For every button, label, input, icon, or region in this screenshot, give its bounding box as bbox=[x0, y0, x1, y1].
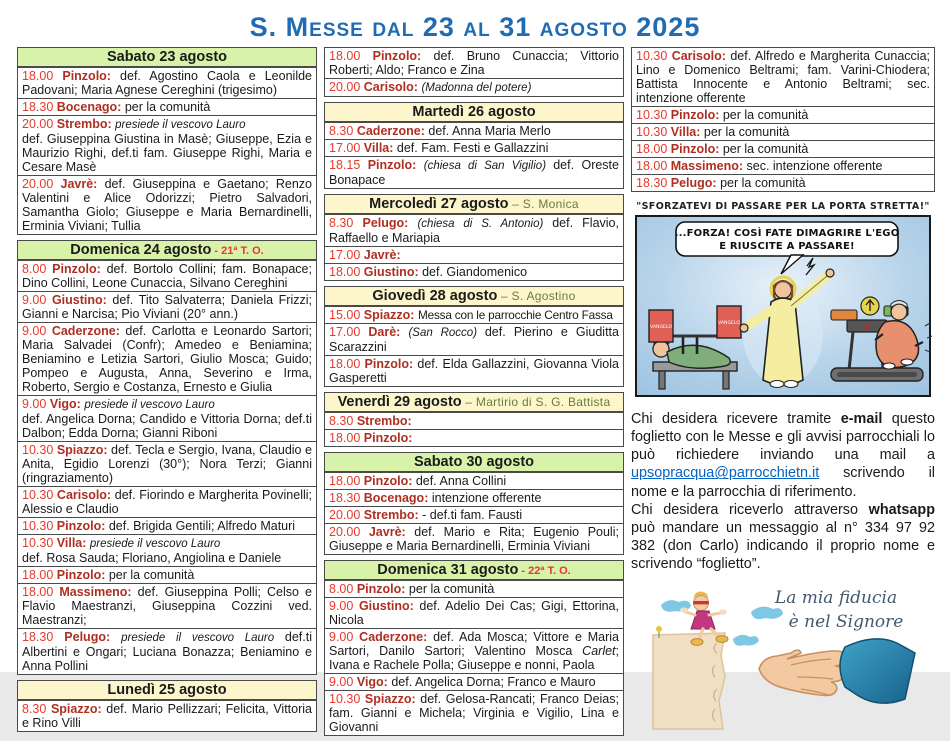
mass-time: 9.00 bbox=[329, 674, 354, 689]
mass-intention: def. Adelio Dei Cas; Gigi, Ettorina, Nicola bbox=[329, 598, 619, 627]
mass-entry bbox=[632, 174, 934, 191]
mass-place: Strembo: bbox=[356, 413, 412, 428]
mass-intention: def. Giuseppina e Gaetano; Renzo Valentini e Alice Odorizzi; Pietro Salvadori, Samantha Giolo; Giuseppe e Maria Bernardinelli, Erminia Viviani; Tullia bbox=[22, 176, 312, 233]
day-header-suffix: - 21ª T. O. bbox=[211, 244, 264, 257]
mass-intention: def. Mario e Rita; Eugenio Pouli; Giuseppe e Maria Bernardinelli, Erminia Viviani bbox=[329, 524, 619, 553]
mass-entry bbox=[325, 580, 623, 597]
mass-place: Pelugo: bbox=[670, 176, 717, 190]
mass-place: Pinzolo: bbox=[52, 261, 101, 276]
mass-entry bbox=[325, 429, 623, 446]
mass-intention: Carlet bbox=[582, 643, 616, 658]
mass-entry bbox=[325, 122, 623, 139]
notice-paragraph bbox=[631, 410, 935, 501]
mass-intention: sec. intenzione offerente bbox=[746, 159, 883, 173]
mass-place: Vigo: bbox=[356, 674, 388, 689]
mass-note: presiede il vescovo Lauro bbox=[115, 119, 246, 131]
mass-note: presiede il vescovo Lauro bbox=[89, 537, 221, 550]
mass-intention: def. Fam. Festi e Gallazzini bbox=[396, 140, 549, 155]
mass-time: 18.00 bbox=[636, 159, 668, 173]
mass-place: Caderzone: bbox=[359, 629, 428, 644]
notice-text: whatsapp bbox=[868, 501, 935, 518]
day-header: Giovedì 28 agosto – S. Agostino bbox=[325, 287, 623, 306]
mass-intention: def. Gelosa-Rancati; Franco Deias; fam. Gianni e Michela; Virginia e Vigilio, Lina e Giovanni bbox=[329, 691, 619, 734]
cartoon-bubble-line2: E RIUSCITE A PASSARE! bbox=[719, 241, 855, 252]
mass-time: 18.15 bbox=[329, 157, 361, 172]
mass-time: 20.00 bbox=[22, 176, 54, 191]
notice-text: scrivendo il nome e la parrocchia di riferimento. bbox=[631, 465, 935, 500]
mass-intention: def. Giuseppina Polli; Celso e Flavio Maestranzi, Giuseppina Cozzini ved. Maestranzi; bbox=[22, 584, 312, 627]
mass-intention: def. Bruno Cunaccia; Vittorio Roberti; Aldo; Franco e Zina bbox=[329, 49, 619, 77]
mass-place: Pinzolo: bbox=[56, 518, 106, 533]
day-section bbox=[324, 47, 624, 97]
mass-intention: def.ti Albertini e Ongari; Luciana Bonazza; Beniamino e Anna Pollini bbox=[22, 629, 312, 673]
mass-entry bbox=[18, 260, 316, 291]
mass-intention: per la comunità bbox=[722, 142, 809, 156]
mass-entry bbox=[18, 67, 316, 98]
mass-time: 18.30 bbox=[636, 176, 668, 190]
day-header: Martedì 26 agosto bbox=[325, 103, 623, 122]
day-section bbox=[17, 240, 317, 675]
mass-place: Spiazzo: bbox=[364, 691, 416, 706]
mass-intention: def. Oreste Bonapace bbox=[329, 157, 619, 187]
mass-time: 8.30 bbox=[329, 123, 354, 138]
cartoon-image bbox=[631, 201, 935, 400]
mass-place: Pinzolo: bbox=[367, 157, 417, 172]
mass-time: 20.00 bbox=[329, 80, 361, 94]
mass-place: Strembo: bbox=[56, 117, 112, 131]
mass-schedule-column-left bbox=[17, 47, 317, 741]
mass-time: 8.00 bbox=[22, 261, 47, 276]
mass-entry bbox=[325, 523, 623, 554]
page-title: S. Messe dal 23 al 31 agosto 2025 bbox=[249, 12, 701, 42]
mass-intention: def. Anna Collini bbox=[415, 473, 507, 488]
notice-text: Chi desidera riceverlo attraverso bbox=[631, 501, 869, 518]
mass-entry bbox=[18, 628, 316, 674]
mass-time: 9.00 bbox=[329, 598, 354, 613]
mass-entry bbox=[325, 673, 623, 690]
mass-place: Pinzolo: bbox=[670, 108, 720, 122]
mass-entry bbox=[325, 628, 623, 673]
mass-time: 10.30 bbox=[22, 535, 54, 550]
mass-place: Carisolo: bbox=[363, 80, 418, 94]
day-header-suffix: – S. Agostino bbox=[497, 288, 576, 303]
mass-time: 8.30 bbox=[22, 701, 47, 716]
mass-intention: def. Mario Pellizzari; Felicita, Vittoria e Rino Villi bbox=[22, 701, 312, 730]
mass-intention: per la comunità bbox=[408, 581, 495, 596]
mass-note: presiede il vescovo Lauro bbox=[84, 398, 215, 411]
mass-time: 10.30 bbox=[22, 487, 54, 502]
mass-time: 18.00 bbox=[329, 264, 361, 279]
mass-place: Villa: bbox=[363, 140, 394, 155]
mass-place: Vigo: bbox=[49, 396, 81, 411]
mass-intention: Messa con le parrocchie Centro Fassa bbox=[417, 307, 613, 322]
cartoon-illustration bbox=[631, 214, 935, 400]
day-header: Venerdì 29 agosto – Martirio di S. G. Battista bbox=[325, 393, 623, 412]
mass-place: Pinzolo: bbox=[363, 430, 413, 445]
day-header: Domenica 24 agosto - 21ª T. O. bbox=[18, 241, 316, 260]
mass-place: Pinzolo: bbox=[363, 473, 413, 488]
mass-time: 20.00 bbox=[329, 507, 361, 522]
mass-entry bbox=[632, 140, 934, 157]
mass-time: 17.00 bbox=[329, 247, 361, 262]
footer-caption-line2: è nel Signore bbox=[788, 612, 904, 633]
email-link[interactable]: upsopracqua@parrocchietn.it bbox=[631, 465, 820, 482]
mass-place: Carisolo: bbox=[671, 49, 726, 63]
day-section bbox=[631, 47, 935, 192]
mass-entry bbox=[18, 700, 316, 731]
mass-intention: def. Alfredo e Margherita Cunaccia; Lino e Domenico Beltrami; fam. Varini-Chiodera; Battista Innocente e Antonio Beltrami; sec. intenzione offerente bbox=[636, 49, 930, 105]
cartoon-caption: "SFORZATEVI DI PASSARE PER LA PORTA STRETTA!" bbox=[636, 201, 930, 212]
mass-entry bbox=[325, 489, 623, 506]
mass-place: Carisolo: bbox=[56, 487, 112, 502]
mass-note: (chiesa di S. Antonio) bbox=[417, 217, 553, 230]
mass-entry bbox=[632, 157, 934, 174]
mass-time: 10.30 bbox=[329, 691, 361, 706]
mass-intention: def. Agostino Caola e Leonilde Padovani; Maria Agnese Cereghini (trigesimo) bbox=[22, 69, 312, 97]
mass-place: Bocenago: bbox=[363, 490, 429, 505]
mass-intention: per la comunità bbox=[720, 176, 806, 190]
day-header: Sabato 30 agosto bbox=[325, 453, 623, 472]
mass-time: 18.00 bbox=[329, 430, 361, 445]
mass-place: Pelugo: bbox=[64, 629, 111, 644]
mass-intention: def. Tito Salvaterra; Daniela Frizzi; Gianni e Narcisa; Pio Viviani (20° ann.) bbox=[22, 292, 312, 321]
mass-entry bbox=[325, 306, 623, 323]
mass-place: Pinzolo: bbox=[56, 567, 106, 582]
mass-place: Pinzolo: bbox=[62, 69, 111, 83]
mass-entry bbox=[325, 690, 623, 735]
mass-intention: def. Carlotta e Leonardo Sartori; Maria Salvadei (Confr); Amedeo e Beniamina; Beniamino e Letizia Sartori, Giulio Mosca; Guido; Pompeo e Augusta, Anna, Severino e Irma, Roberto, Sergio e Costanza, Ernesto e Giulia bbox=[22, 323, 312, 394]
mass-time: 9.00 bbox=[22, 323, 47, 338]
cartoon-bubble-line1: ...FORZA! COSÌ FATE DIMAGRIRE L'EGO bbox=[674, 228, 900, 239]
mass-entry bbox=[632, 106, 934, 123]
mass-place: Pelugo: bbox=[362, 215, 409, 230]
mass-intention: def. Elda Gallazzini, Giovanna Viola Gasperetti bbox=[329, 356, 619, 385]
footer-caption-line1: La mia fiducia bbox=[774, 588, 898, 609]
mass-intention: def. Anna Maria Merlo bbox=[428, 123, 551, 138]
day-section bbox=[324, 560, 624, 736]
mass-time: 10.30 bbox=[636, 108, 668, 122]
mass-place: Pinzolo: bbox=[364, 356, 414, 371]
mass-intention: per la comunità bbox=[703, 125, 790, 139]
day-section bbox=[324, 194, 624, 281]
mass-intention: intenzione offerente bbox=[431, 490, 542, 505]
mass-time: 8.00 bbox=[329, 581, 354, 596]
mass-intention: def. Bortolo Collini; fam. Bonapace; Dino Collini, Leone Cunaccia, Silvano Cereghini bbox=[22, 261, 312, 290]
mass-time: 9.00 bbox=[329, 629, 354, 644]
day-header-suffix: – Martirio di S. G. Battista bbox=[461, 394, 611, 409]
mass-note: (San Rocco) bbox=[408, 326, 485, 339]
mass-time: 10.30 bbox=[22, 442, 54, 457]
mass-place: Giustino: bbox=[363, 264, 419, 279]
mass-place: Caderzone: bbox=[356, 123, 425, 138]
mass-time: 15.00 bbox=[329, 307, 361, 322]
notice-text: può mandare un messaggio al n° 334 97 92 382 (don Carlo) indicando il proprio nome e scrivendo “foglietto”. bbox=[631, 519, 935, 573]
heart-icon: ♥ bbox=[864, 322, 870, 333]
day-section bbox=[17, 47, 317, 235]
mass-note: (chiesa di San Vigilio) bbox=[423, 159, 554, 172]
mass-place: Bocenago: bbox=[56, 100, 122, 114]
mass-intention: def. Brigida Gentili; Alfredo Maturi bbox=[108, 518, 296, 533]
mass-intention: per la comunità bbox=[108, 567, 195, 582]
mass-time: 8.30 bbox=[329, 215, 354, 230]
mass-intention: def. Giandomenico bbox=[422, 264, 528, 279]
mass-time: 18.30 bbox=[329, 490, 361, 505]
mass-note: presiede il vescovo Lauro bbox=[121, 631, 285, 644]
mass-time: 17.00 bbox=[329, 140, 361, 155]
mass-intention: per la comunità bbox=[124, 100, 211, 114]
mass-place: Pinzolo: bbox=[372, 49, 422, 63]
notice-text: questo foglietto con le Messe e gli avvisi parrocchiali lo può richiedere inviando una mail a bbox=[631, 411, 935, 464]
day-section bbox=[324, 392, 624, 447]
mass-entry bbox=[325, 263, 623, 280]
mass-intention: def. Flavio, Raffaello e Mariapia bbox=[329, 215, 619, 245]
mass-place: Massimeno: bbox=[59, 584, 132, 599]
mass-intention: per la comunità bbox=[722, 108, 809, 122]
mass-place: Giustino: bbox=[51, 292, 107, 307]
mass-intention: ; Ivana e Rachele Polla; Giuseppe e nonni, Paola bbox=[329, 643, 619, 672]
mass-place: Massimeno: bbox=[670, 159, 744, 173]
notice-text: Chi desidera ricevere tramite bbox=[631, 411, 841, 427]
mass-intention: def. Angelica Dorna; Franco e Mauro bbox=[391, 674, 596, 689]
mass-entry bbox=[18, 322, 316, 395]
mass-place: Spiazzo: bbox=[50, 701, 102, 716]
mass-time: 18.00 bbox=[22, 567, 54, 582]
mass-place: Spiazzo: bbox=[56, 442, 108, 457]
mass-time: 18.00 bbox=[22, 69, 54, 83]
mass-time: 18.00 bbox=[329, 473, 361, 488]
day-header-suffix: - 22ª T. O. bbox=[518, 564, 571, 577]
mass-schedule-column-middle bbox=[324, 47, 624, 741]
mass-entry bbox=[18, 175, 316, 234]
day-header: Domenica 31 agosto - 22ª T. O. bbox=[325, 561, 623, 580]
mass-entry bbox=[18, 115, 316, 175]
day-section bbox=[324, 286, 624, 387]
book-label-left: VANGELO bbox=[650, 325, 672, 330]
day-section bbox=[17, 680, 317, 732]
mass-entry bbox=[18, 486, 316, 517]
mass-time: 10.30 bbox=[636, 49, 668, 63]
day-header: Sabato 23 agosto bbox=[18, 48, 316, 67]
mass-intention: def. Giuseppina Giustina in Masè; Giuseppe, Ezia e Maurizio Righi, def.ti fam. Giuseppe Righi, Maria e Cesare Masè bbox=[22, 131, 312, 174]
mass-entry bbox=[18, 534, 316, 566]
mass-intention: def. Pierino e Giuditta Scarazzini bbox=[329, 324, 619, 354]
mass-time: 18.00 bbox=[636, 142, 668, 156]
day-section bbox=[324, 102, 624, 189]
book-label-right: VANGELO bbox=[718, 321, 740, 326]
mass-place: Javrè: bbox=[368, 524, 406, 539]
mass-time: 17.00 bbox=[329, 324, 361, 339]
mass-intention: def. Angelica Dorna; Candido e Vittoria Dorna; def.ti Dalbon; Edda Dorna; Gianni Riboni bbox=[22, 411, 312, 440]
mass-entry bbox=[632, 48, 934, 106]
day-header-suffix: – S. Monica bbox=[508, 196, 579, 211]
trust-in-lord-image bbox=[631, 577, 935, 729]
mass-entry bbox=[18, 291, 316, 322]
mass-entry bbox=[325, 472, 623, 489]
mass-time: 20.00 bbox=[22, 117, 54, 131]
newsletter-notice bbox=[631, 410, 935, 573]
notice-text: e-mail bbox=[840, 411, 883, 427]
mass-entry bbox=[325, 412, 623, 429]
mass-entry bbox=[325, 139, 623, 156]
mass-intention: def. Rosa Sauda; Floriano, Angiolina e Daniele bbox=[22, 550, 282, 565]
day-header: Lunedì 25 agosto bbox=[18, 681, 316, 700]
mass-place: Caderzone: bbox=[51, 323, 120, 338]
mass-time: 10.30 bbox=[636, 125, 668, 139]
mass-entry bbox=[325, 156, 623, 188]
mass-entry bbox=[18, 395, 316, 441]
mass-entry bbox=[325, 597, 623, 628]
mass-intention: def. Fiorindo e Margherita Povinelli; Alessio e Claudio bbox=[22, 487, 312, 516]
mass-time: 18.00 bbox=[329, 356, 361, 371]
mass-entry bbox=[325, 506, 623, 523]
mass-entry bbox=[325, 355, 623, 386]
notice-paragraph bbox=[631, 501, 935, 574]
mass-intention: def. Ada Mosca; Vittore e Maria Sartori, Danilo Sartori; Valentino Mosca bbox=[329, 629, 619, 658]
mass-place: Strembo: bbox=[363, 507, 419, 522]
mass-entry bbox=[18, 441, 316, 486]
mass-entry bbox=[18, 583, 316, 628]
mass-place: Javrè: bbox=[60, 176, 98, 191]
mass-place: Pinzolo: bbox=[356, 581, 406, 596]
mass-time: 8.30 bbox=[329, 413, 354, 428]
mass-time: 20.00 bbox=[329, 524, 361, 539]
mass-note: (Madonna del potere) bbox=[421, 82, 532, 94]
day-header: Mercoledì 27 agosto – S. Monica bbox=[325, 195, 623, 214]
mass-intention: - def.ti fam. Fausti bbox=[422, 507, 523, 522]
mass-place: Giustino: bbox=[358, 598, 414, 613]
mass-intention: def. Tecla e Sergio, Ivana, Claudio e Anita, Egidio Lorenzi (30°); Nora Terzi; Gianni (ringraziamento) bbox=[22, 442, 312, 485]
mass-entry bbox=[325, 246, 623, 263]
mass-time: 18.00 bbox=[329, 49, 361, 63]
mass-entry bbox=[325, 323, 623, 355]
mass-place: Villa: bbox=[670, 125, 701, 139]
mass-entry bbox=[18, 98, 316, 115]
mass-place: Javrè: bbox=[363, 247, 401, 262]
mass-time: 18.30 bbox=[22, 100, 54, 114]
mass-time: 10.30 bbox=[22, 518, 54, 533]
mass-place: Spiazzo: bbox=[363, 307, 415, 322]
mass-entry bbox=[632, 123, 934, 140]
mass-entry bbox=[325, 214, 623, 246]
mass-entry bbox=[18, 566, 316, 583]
schedule-columns bbox=[17, 47, 935, 741]
mass-place: Darè: bbox=[368, 324, 401, 339]
mass-time: 9.00 bbox=[22, 396, 47, 411]
mass-entry bbox=[325, 78, 623, 96]
mass-time: 18.30 bbox=[22, 629, 54, 644]
mass-time: 18.00 bbox=[22, 584, 54, 599]
mass-place: Pinzolo: bbox=[670, 142, 720, 156]
mass-time: 9.00 bbox=[22, 292, 47, 307]
day-section bbox=[324, 452, 624, 555]
mass-entry bbox=[18, 517, 316, 534]
mass-place: Villa: bbox=[56, 535, 87, 550]
mass-entry bbox=[325, 48, 623, 78]
mass-schedule-column-right bbox=[631, 47, 935, 741]
